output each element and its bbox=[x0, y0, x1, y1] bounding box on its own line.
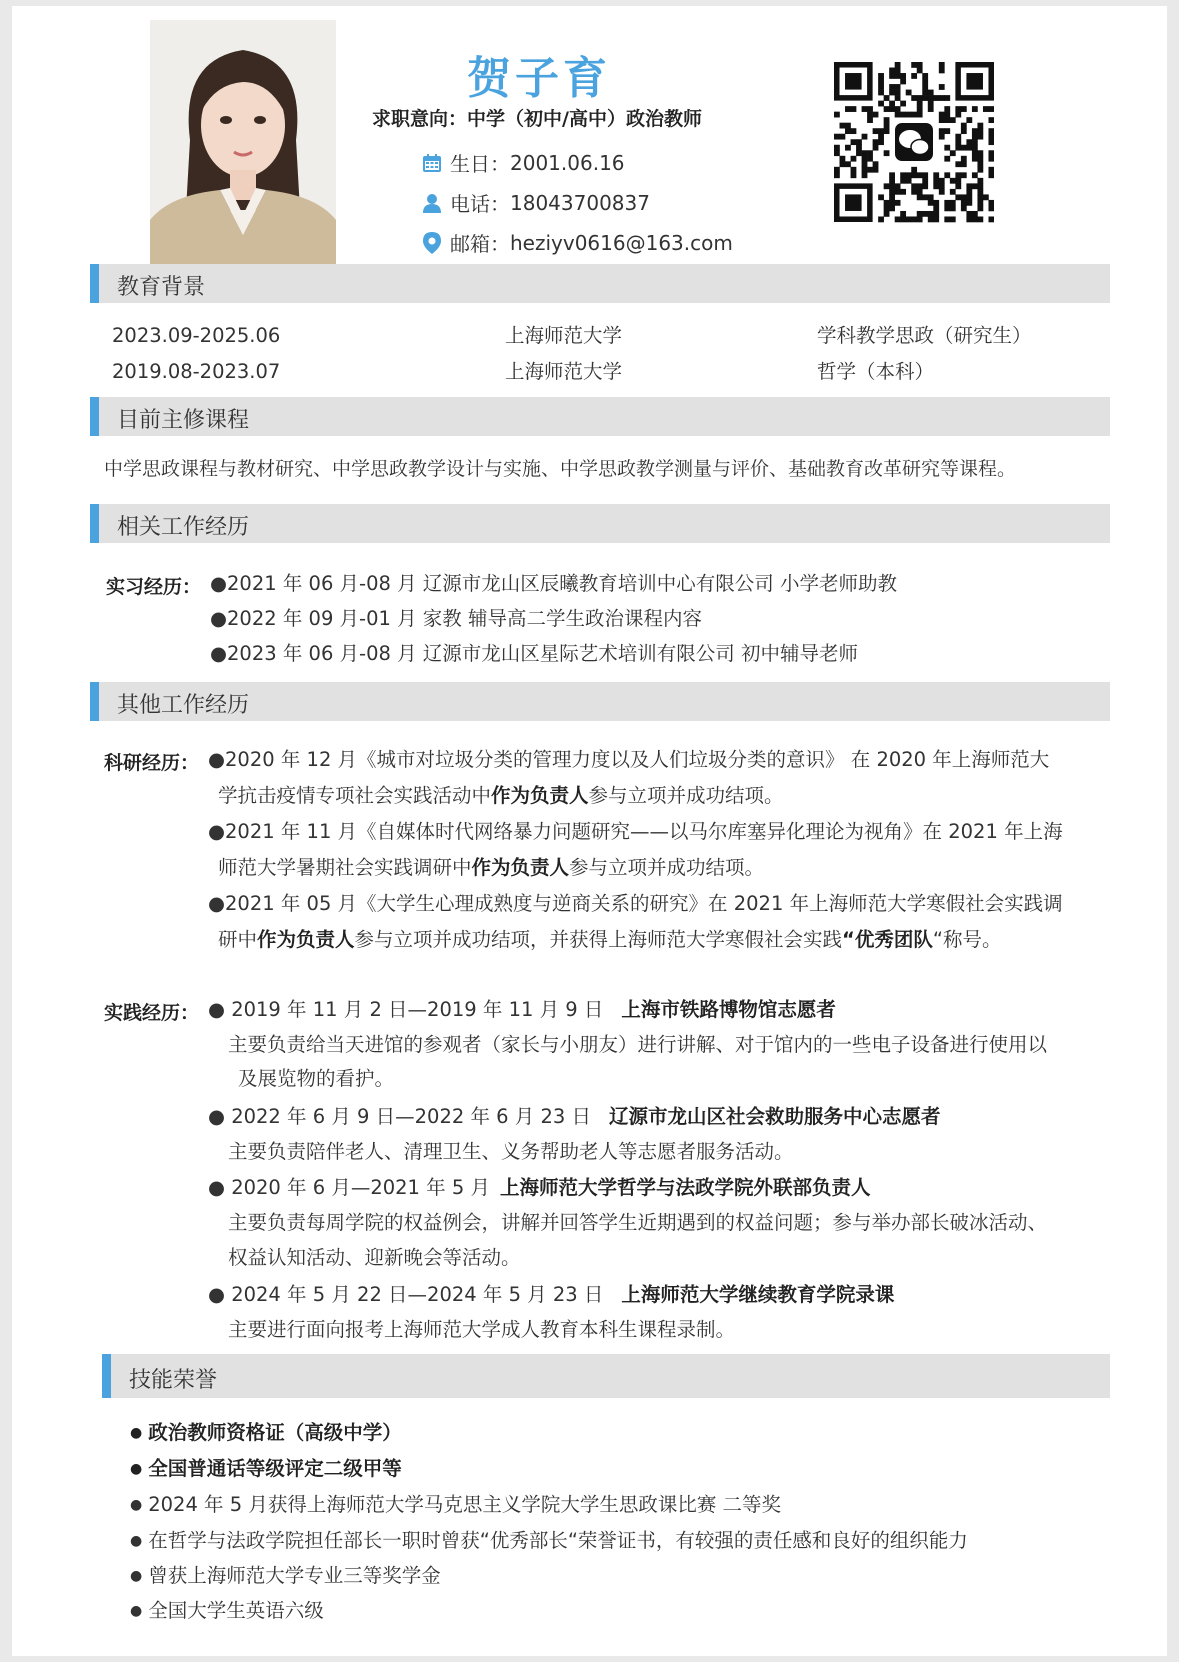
calendar-icon bbox=[422, 153, 442, 173]
research-line: 师范大学暑期社会实践调研中作为负责人参与立项并成功结项。 bbox=[218, 856, 765, 879]
section-work bbox=[90, 504, 1110, 543]
research-line: ●2021 年 05 月《大学生心理成熟度与逆商关系的研究》在 2021 年上海师范大学寒假社会实践调 bbox=[208, 892, 1063, 915]
skill-item: ● 在哲学与法政学院担任部长一职时曾获“优秀部长“荣誉证书，有较强的责任感和良好的组织能力 bbox=[130, 1529, 968, 1552]
edu-period-1: 2023.09-2025.06 bbox=[112, 324, 281, 347]
phone-row bbox=[422, 188, 650, 217]
email-label: 邮箱： bbox=[450, 232, 510, 256]
edu-period-2: 2019.08-2023.07 bbox=[112, 360, 281, 383]
research-line: 学抗击疫情专项社会实践活动中作为负责人参与立项并成功结项。 bbox=[218, 784, 784, 807]
resume-page bbox=[12, 6, 1167, 1656]
phone-value: 18043700837 bbox=[510, 190, 650, 215]
section-accent bbox=[90, 264, 99, 303]
internship-item: ●2023 年 06 月-08 月 辽源市龙山区星际艺术培训有限公司 初中辅导老师 bbox=[210, 642, 858, 665]
section-other bbox=[90, 682, 1110, 721]
practice-heading: ● 2020 年 6 月—2021 年 5 月 上海师范大学哲学与法政学院外联部负责人 bbox=[208, 1176, 871, 1199]
location-icon bbox=[422, 232, 442, 254]
phone-label: 电话： bbox=[450, 192, 510, 216]
internship-item: ●2021 年 06 月-08 月 辽源市龙山区辰曦教育培训中心有限公司 小学老师助教 bbox=[210, 572, 897, 595]
skill-item: ● 政治教师资格证（高级中学） bbox=[130, 1421, 402, 1444]
email-row bbox=[422, 228, 733, 257]
edu-major-2: 哲学（本科） bbox=[817, 360, 935, 383]
internship-label: 实习经历： bbox=[106, 576, 202, 598]
skill-item: ● 全国大学生英语六级 bbox=[130, 1599, 324, 1622]
birth-value: 2001.06.16 bbox=[510, 150, 625, 175]
wechat-icon bbox=[895, 123, 933, 161]
section-title-courses: 目前主修课程 bbox=[117, 408, 250, 433]
practice-desc: 主要负责每周学院的权益例会，讲解并回答学生近期遇到的权益问题；参与举办部长破冰活动、 bbox=[228, 1211, 1048, 1234]
section-accent bbox=[102, 1354, 111, 1398]
section-title-work: 相关工作经历 bbox=[117, 515, 250, 540]
birth-row bbox=[422, 148, 625, 177]
courses-text: 中学思政课程与教材研究、中学思政教学设计与实施、中学思政教学测量与评价、基础教育改革研究等课程。 bbox=[104, 458, 1017, 480]
birth-label: 生日： bbox=[450, 152, 510, 176]
section-courses bbox=[90, 397, 1110, 436]
research-line: ●2020 年 12 月《城市对垃圾分类的管理力度以及人们垃圾分类的意识》 在 2020 年上海师范大 bbox=[208, 748, 1050, 771]
practice-heading: ● 2024 年 5 月 22 日—2024 年 5 月 23 日 上海师范大学继续教育学院录课 bbox=[208, 1283, 895, 1306]
research-line: 研中作为负责人参与立项并成功结项，并获得上海师范大学寒假社会实践“优秀团队“称号。 bbox=[218, 928, 1002, 951]
research-line: ●2021 年 11 月《自媒体时代网络暴力问题研究——以马尔库塞异化理论为视角》在 2021 年上海 bbox=[208, 820, 1063, 843]
section-title-skills: 技能荣誉 bbox=[129, 1368, 218, 1393]
practice-desc: 及展览物的看护。 bbox=[238, 1067, 395, 1090]
person-icon bbox=[422, 193, 442, 213]
candidate-name: 贺子育 bbox=[467, 53, 611, 104]
practice-desc: 主要负责陪伴老人、清理卫生、义务帮助老人等志愿者服务活动。 bbox=[228, 1140, 794, 1163]
practice-desc: 主要进行面向报考上海师范大学成人教育本科生课程录制。 bbox=[228, 1318, 736, 1341]
edu-major-1: 学科教学思政（研究生） bbox=[817, 324, 1032, 347]
section-education bbox=[90, 264, 1110, 303]
practice-desc: 主要负责给当天进馆的参观者（家长与小朋友）进行讲解、对于馆内的一些电子设备进行使用以 bbox=[228, 1033, 1048, 1056]
practice-heading: ● 2019 年 11 月 2 日—2019 年 11 月 9 日 上海市铁路博物馆志愿者 bbox=[208, 998, 836, 1021]
section-skills bbox=[102, 1354, 1110, 1398]
internship-item: ●2022 年 09 月-01 月 家教 辅导高二学生政治课程内容 bbox=[210, 607, 702, 630]
section-accent bbox=[90, 682, 99, 721]
skill-item: ● 全国普通话等级评定二级甲等 bbox=[130, 1457, 402, 1480]
email-value: heziyv0616@163.com bbox=[510, 230, 733, 255]
practice-label: 实践经历： bbox=[104, 1002, 200, 1024]
edu-school-2: 上海师范大学 bbox=[505, 360, 623, 383]
section-accent bbox=[90, 504, 99, 543]
practice-desc: 权益认知活动、迎新晚会等活动。 bbox=[228, 1246, 521, 1269]
job-intent: 求职意向：中学（初中/高中）政治教师 bbox=[372, 108, 702, 130]
section-accent bbox=[90, 397, 99, 436]
section-title-education: 教育背景 bbox=[117, 275, 206, 300]
profile-photo bbox=[150, 20, 336, 264]
skill-item: ● 2024 年 5 月获得上海师范大学马克思主义学院大学生思政课比赛 二等奖 bbox=[130, 1493, 781, 1516]
section-title-other: 其他工作经历 bbox=[117, 693, 250, 718]
research-label: 科研经历： bbox=[104, 752, 200, 774]
wechat-qr-code bbox=[834, 62, 994, 232]
practice-heading: ● 2022 年 6 月 9 日—2022 年 6 月 23 日 辽源市龙山区社会救助服务中心志愿者 bbox=[208, 1105, 941, 1128]
edu-school-1: 上海师范大学 bbox=[505, 324, 623, 347]
skill-item: ● 曾获上海师范大学专业三等奖学金 bbox=[130, 1564, 441, 1587]
